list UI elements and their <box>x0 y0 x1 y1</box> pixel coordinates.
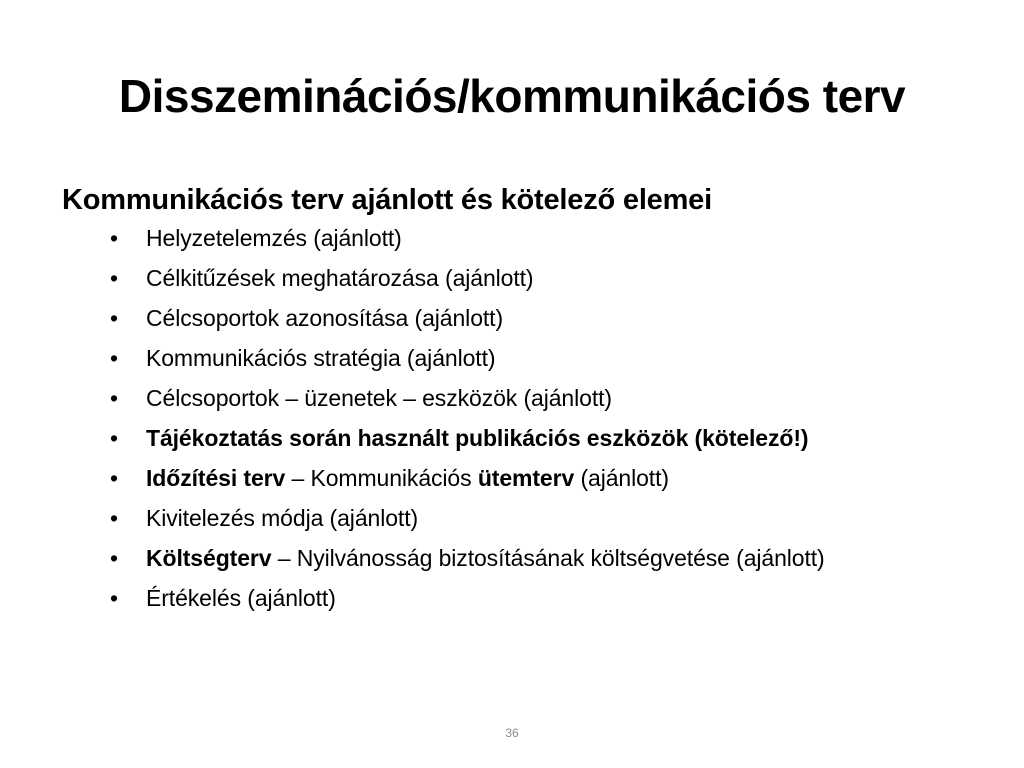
slide-title: Disszeminációs/kommunikációs terv <box>118 70 906 122</box>
bullet-item <box>110 384 982 412</box>
bullet-item <box>110 584 982 612</box>
bullet-item <box>110 264 982 292</box>
bullet-item <box>110 464 982 492</box>
bullet-dot: • <box>110 305 118 331</box>
bullet-text-bold: ütemterv <box>477 465 575 491</box>
bullet-dot: • <box>110 265 118 291</box>
bullet-dot: • <box>110 425 118 451</box>
bullet-text-bold: Időzítési terv <box>146 465 286 491</box>
bullet-text: Helyzetelemzés (ajánlott) <box>146 225 402 251</box>
bullet-list <box>62 224 982 612</box>
bullet-dot: • <box>110 465 118 491</box>
bullet-item <box>110 544 982 572</box>
bullet-item <box>110 424 982 452</box>
bullet-text: Kivitelezés módja (ajánlott) <box>146 505 419 531</box>
bullet-dot: • <box>110 385 118 411</box>
bullet-text: Kommunikációs stratégia (ajánlott) <box>146 345 496 371</box>
slide-content <box>62 180 982 624</box>
bullet-dot: • <box>110 505 118 531</box>
bullet-item <box>110 304 982 332</box>
page-number: 36 <box>505 726 519 740</box>
bullet-text: – Kommunikációs <box>285 465 478 491</box>
bullet-text-bold: Tájékoztatás során használt publikációs eszközök (kötelező!) <box>146 425 809 451</box>
bullet-item <box>110 504 982 532</box>
bullet-text: (ajánlott) <box>574 465 669 491</box>
bullet-dot: • <box>110 345 118 371</box>
bullet-text-bold: Költségterv <box>146 545 272 571</box>
section-heading: Kommunikációs terv ajánlott és kötelező elemei <box>62 184 712 216</box>
bullet-text: Célcsoportok – üzenetek – eszközök (ajánlott) <box>146 385 612 411</box>
bullet-text: Célkitűzések meghatározása (ajánlott) <box>146 265 534 291</box>
bullet-text: Célcsoportok azonosítása (ajánlott) <box>146 305 504 331</box>
bullet-dot: • <box>110 545 118 571</box>
bullet-item <box>110 344 982 372</box>
bullet-text: Értékelés (ajánlott) <box>146 585 336 611</box>
bullet-dot: • <box>110 225 118 251</box>
bullet-dot: • <box>110 585 118 611</box>
bullet-text: – Nyilvánosság biztosításának költségvetése (ajánlott) <box>271 545 825 571</box>
bullet-item <box>110 224 982 252</box>
